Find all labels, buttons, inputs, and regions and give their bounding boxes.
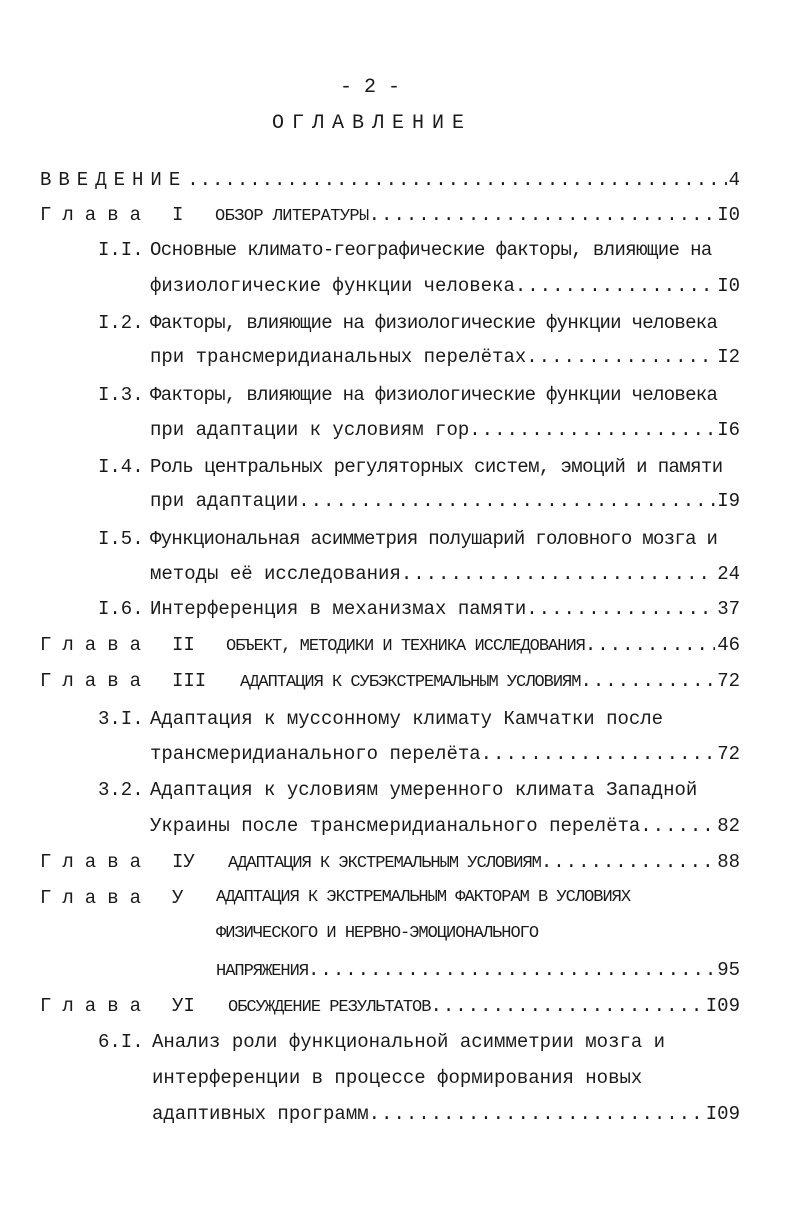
- toc-entry-section-6-1: [152, 1102, 740, 1126]
- toc-entry-section-1-5: [150, 562, 740, 586]
- toc-page: I9: [717, 490, 740, 512]
- toc-label: методы её исследования: [150, 563, 401, 585]
- toc-label: Интерференция в механизмах памяти: [150, 598, 527, 620]
- toc-label: ОБЗОР ЛИТЕРАТУРЫ: [215, 207, 369, 226]
- toc-page: 72: [717, 743, 740, 765]
- section-number: I.I.: [98, 239, 144, 261]
- page-title: ОГЛАВЛЕНИЕ: [271, 112, 473, 135]
- chapter-number: IУ: [172, 851, 195, 873]
- toc-entry-chapter-3: [240, 669, 740, 695]
- section-title-line: Адаптация к условиям умеренного климата Западной: [150, 779, 698, 801]
- chapter-prefix: Глава: [40, 887, 153, 909]
- toc-entry-section-1-1: [150, 274, 740, 298]
- toc-label: при трансмеридианальных перелётах: [150, 346, 527, 368]
- section-number: I.4.: [98, 456, 144, 478]
- section-title-line: Адаптация к муссонному климату Камчатки после: [150, 708, 664, 730]
- toc-entry-section-1-2: [150, 345, 740, 369]
- toc-page: 82: [717, 815, 740, 837]
- toc-label: ОБСУЖДЕНИЕ РЕЗУЛЬТАТОВ: [228, 998, 431, 1017]
- chapter-prefix: Глава: [40, 851, 153, 873]
- section-title-line: АДАПТАЦИЯ К ЭКСТРЕМАЛЬНЫМ ФАКТОРАМ В УСЛОВИЯХ: [216, 888, 631, 907]
- chapter-prefix: Глава: [40, 204, 153, 226]
- toc-page: 37: [717, 598, 740, 620]
- toc-page: I0: [717, 275, 740, 297]
- section-title-line: Функциональная асимметрия полушарий головного мозга и: [150, 528, 718, 550]
- chapter-number: II: [172, 634, 195, 656]
- section-number: I.2.: [98, 312, 144, 334]
- toc-label: адаптивных программ: [152, 1103, 369, 1125]
- toc-page: 88: [717, 851, 740, 873]
- page-number: - 2 -: [339, 76, 400, 99]
- toc-entry-section-1-6: [150, 597, 740, 621]
- chapter-prefix: Глава: [40, 670, 153, 692]
- toc-label: трансмеридианального перелёта: [150, 743, 481, 765]
- section-title-line: Факторы, влияющие на физиологические функции человека: [150, 312, 718, 334]
- section-title-line: Факторы, влияющие на физиологические функции человека: [150, 384, 718, 406]
- toc-label: при адаптации: [150, 490, 299, 512]
- toc-label: НАПРЯЖЕНИЯ: [216, 962, 309, 981]
- toc-entry-chapter-6: [228, 994, 740, 1020]
- chapter-number: У: [172, 887, 184, 909]
- toc-entry-chapter-1: [215, 203, 740, 229]
- toc-page: 72: [717, 670, 740, 692]
- toc-label: АДАПТАЦИЯ К ЭКСТРЕМАЛЬНЫМ УСЛОВИЯМ: [228, 854, 541, 873]
- toc-page: I0: [717, 204, 740, 226]
- section-number: 3.I.: [98, 708, 144, 730]
- section-number: 3.2.: [98, 779, 144, 801]
- chapter-number: УI: [172, 995, 195, 1017]
- section-number: 6.I.: [98, 1031, 144, 1053]
- toc-entry-chapter-5: [216, 958, 740, 984]
- toc-entry-chapter-2: [226, 633, 740, 659]
- toc-entry-section-3-1: [150, 742, 740, 766]
- toc-label: АДАПТАЦИЯ К СУБЭКСТРЕМАЛЬНЫМ УСЛОВИЯМ: [240, 673, 581, 692]
- toc-label: ОБЪЕКТ, МЕТОДИКИ И ТЕХНИКА ИССЛЕДОВАНИЯ: [226, 637, 585, 656]
- toc-entry-section-1-3: [150, 418, 740, 442]
- toc-page: I09: [705, 995, 740, 1017]
- section-title-line: Роль центральных регуляторных систем, эмоций и памяти: [150, 456, 723, 478]
- toc-page: 95: [717, 959, 740, 981]
- toc-entry-section-1-4: [150, 489, 740, 513]
- toc-page: I09: [705, 1103, 740, 1125]
- chapter-prefix: Глава: [40, 995, 153, 1017]
- toc-page: 46: [717, 634, 740, 656]
- chapter-number: I: [172, 204, 184, 226]
- toc-entry-section-3-2: [150, 814, 740, 838]
- chapter-prefix: Глава: [40, 634, 153, 656]
- toc-entry-intro: [40, 168, 740, 192]
- section-title-line: интерференции в процессе формирования новых: [152, 1067, 643, 1089]
- section-number: I.5.: [98, 528, 144, 550]
- toc-page: I6: [717, 419, 740, 441]
- toc-page: 4: [728, 169, 740, 191]
- toc-entry-chapter-4: [228, 850, 740, 876]
- toc-label: физиологические функции человека: [150, 275, 515, 297]
- toc-page: I2: [717, 346, 740, 368]
- section-title-line: ФИЗИЧЕСКОГО И НЕРВНО-ЭМОЦИОНАЛЬНОГО: [216, 924, 539, 943]
- section-number: I.6.: [98, 598, 144, 620]
- toc-label: при адаптации к условиям гор: [150, 419, 470, 441]
- chapter-number: III: [172, 670, 207, 692]
- toc-label: ВВЕДЕНИЕ: [40, 169, 188, 191]
- section-number: I.3.: [98, 384, 144, 406]
- section-title-line: Основные климато-географические факторы, влияющие на: [150, 239, 712, 261]
- toc-label: Украины после трансмеридианального перелёта: [150, 815, 641, 837]
- toc-page: 24: [717, 563, 740, 585]
- section-title-line: Анализ роли функциональной асимметрии мозга и: [152, 1031, 666, 1053]
